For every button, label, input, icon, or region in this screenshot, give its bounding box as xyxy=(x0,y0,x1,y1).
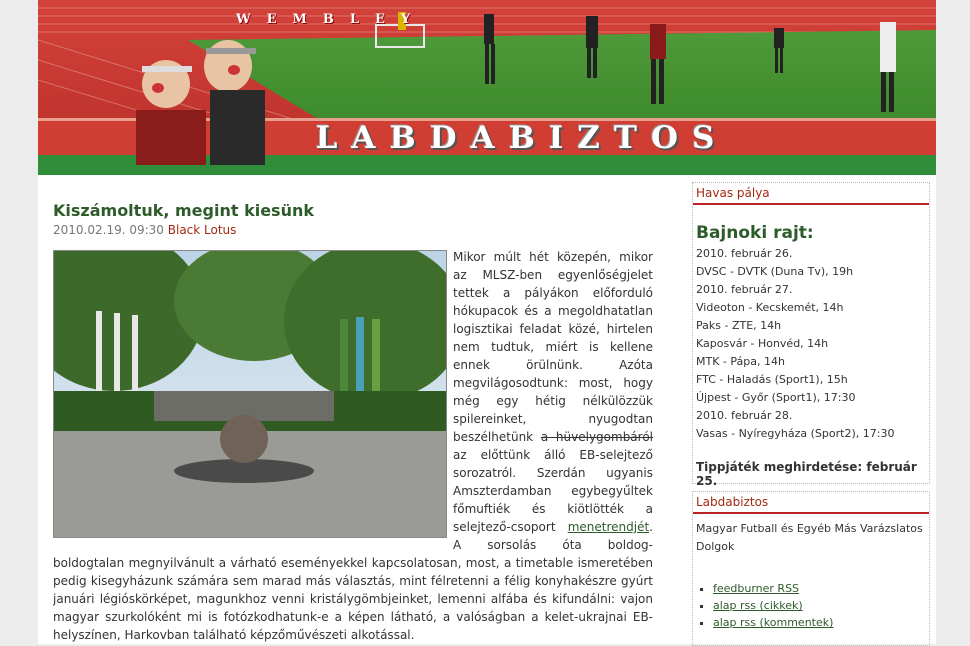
feed-item xyxy=(713,580,833,597)
schedule-item: 2010. február 28. xyxy=(696,409,793,422)
strikethrough-text: a hüvelygombáról xyxy=(540,430,654,444)
box-heading: Havas pálya xyxy=(693,183,929,205)
schedule-item: Újpest - Győr (Sport1), 17:30 xyxy=(696,391,856,404)
schedule-item: 2010. február 27. xyxy=(696,283,793,296)
havas-palya-box xyxy=(692,182,930,488)
post-title[interactable]: Kiszámoltuk, megint kiesünk xyxy=(53,201,314,220)
schedule-item: Kaposvár - Honvéd, 14h xyxy=(696,337,829,350)
sidebar xyxy=(681,175,936,644)
schedule-item: Paks - ZTE, 14h xyxy=(696,319,782,332)
post-author[interactable]: Black Lotus xyxy=(167,223,237,237)
post-date: 2010.02.19. 09:30 xyxy=(53,223,164,237)
schedule-item: FTC - Haladás (Sport1), 15h xyxy=(696,373,848,386)
stadium-name: WEMBLEY xyxy=(236,12,427,27)
post-meta xyxy=(53,223,236,237)
schedule-item: Vasas - Nyíregyháza (Sport2), 17:30 xyxy=(696,427,895,440)
site-title[interactable]: LABDABIZTOS xyxy=(315,120,729,156)
tippjatek-notice: Tippjáték meghirdetése: február 25. xyxy=(696,460,917,488)
site-description: Magyar Futball és Egyéb Más Varázslatos Dolgok xyxy=(696,522,923,553)
post-text-part: az előttünk álló EB-selejtező sorozatról. Szerdán ugyanis Amszterdamban egybegyűltek főmuftiék és kiötlötték a selejtező-csoport xyxy=(453,448,653,534)
feed-item xyxy=(713,597,833,614)
match-schedule xyxy=(696,245,894,443)
league-start-title: Bajnoki rajt: xyxy=(696,223,814,243)
labdabiztos-box xyxy=(692,491,930,646)
comments-rss-link[interactable]: alap rss (kommentek) xyxy=(713,616,834,629)
schedule-item: Videoton - Kecskemét, 14h xyxy=(696,301,844,314)
schedule-item: DVSC - DVTK (Duna Tv), 19h xyxy=(696,265,854,278)
post-text-part: . A sorsolás óta boldog-boldogtalan megnyilvánult a várható eseményekkel kapcsolatosan, most, a timetable ismeretében pedig kisegyházunk számára sem marad más választás, mint félretenni a félig konyhakészre gyúrt januári légióskörképet, magunkhoz venni kristálygömbjeinket, lemenni alfába és kifundálni: vajon magyar szurkolóként mi is fotózkodhatunk-e a képen látható, a valóságban a kelet-ukrajnai EB-helyszínen, Harkovban található képzőművészeti alkotással. xyxy=(53,520,653,642)
box-heading: Labdabiztos xyxy=(693,492,929,514)
header-banner[interactable] xyxy=(38,0,936,175)
feed-links xyxy=(713,580,833,631)
feed-item xyxy=(713,614,833,631)
schedule-link[interactable]: menetrendjét xyxy=(567,520,650,534)
schedule-item: 2010. február 26. xyxy=(696,247,793,260)
post-body xyxy=(53,248,653,644)
articles-rss-link[interactable]: alap rss (cikkek) xyxy=(713,599,803,612)
schedule-item: MTK - Pápa, 14h xyxy=(696,355,785,368)
feedburner-rss-link[interactable]: feedburner RSS xyxy=(713,582,800,595)
main-content xyxy=(38,175,681,644)
post-text-part: Mikor múlt hét közepén, mikor az MLSZ-ben egyenlőségjelet tettek a pályákon előforduló hókupacok és a megoldhatatlan logisztikai feladat közé, hirtelen nem tudtuk, miért is kellene ennek örülnünk. Azóta megvilágosodtunk: most, hogy még egy hétig nélkülözzük spilereinket, nyugodtan beszélhetünk xyxy=(453,250,653,444)
